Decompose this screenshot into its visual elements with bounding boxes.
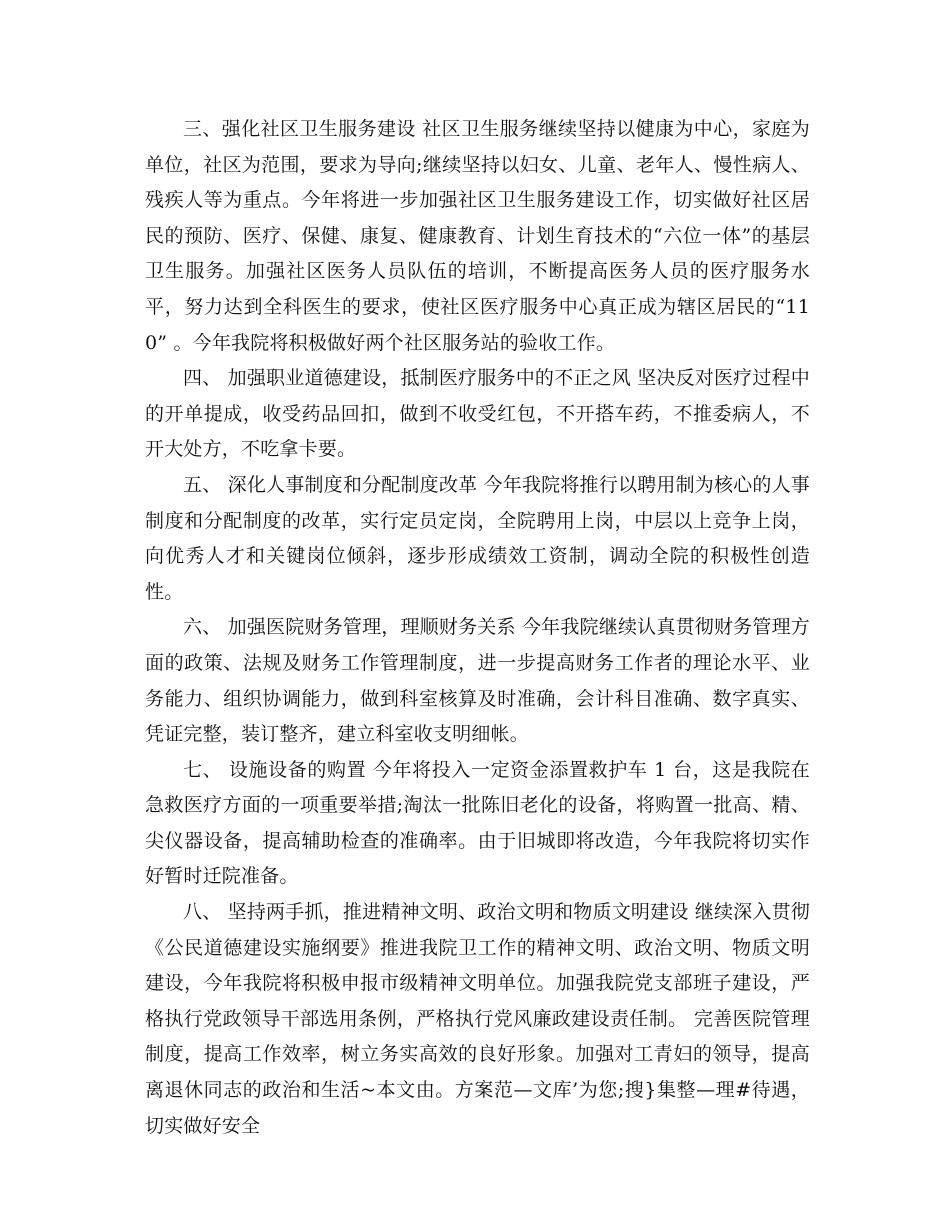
paragraph-civilization-building: 八、 坚持两手抓，推进精神文明、政治文明和物质文明建设 继续深入贯彻《公民道德建设实施纲要》推进我院卫工作的精神文明、政治文明、物质文明建设，今年我院将积极申报市级精神文明单位。加强我院党支部班子建设，严格执行党政领导干部选用条例，严格执行党风廉政建设责任制。 完善医院管理制度，提高工作效率，树立务实高效的良好形象。加强对工青妇的领导，提高离退休同志的政治和生活~本文由。方案范—文库’为您;搜}集整—理#待遇，切实做好安全 (145, 901, 810, 1137)
paragraph-personnel-reform: 五、 深化人事制度和分配制度改革 今年我院将推行以聘用制为核心的人事制度和分配制度的改革，实行定员定岗，全院聘用上岗，中层以上竞争上岗，向优秀人才和关键岗位倾斜，逐步形成绩效工资制，调动全院的积极性创造性。 (145, 473, 810, 603)
paragraph-equipment-purchase: 七、 设施设备的购置 今年将投入一定资金添置救护车 1 台，这是我院在急救医疗方面的一项重要举措;淘汰一批陈旧老化的设备，将购置一批高、精、尖仪器设备，提高辅助检查的准确率。由于旧城即将改造，今年我院将切实作好暂时迁院准备。 (145, 758, 810, 888)
paragraph-community-health: 三、强化社区卫生服务建设 社区卫生服务继续坚持以健康为中心，家庭为单位，社区为范围，要求为导向;继续坚持以妇女、儿童、老年人、慢性病人、残疾人等为重点。今年将进一步加强社区卫生服务建设工作，切实做好社区居民的预防、医疗、保健、康复、健康教育、计划生育技术的“六位一体”的基层卫生服务。加强社区医务人员队伍的培训，不断提高医务人员的医疗服务水平，努力达到全科医生的要求，使社区医疗服务中心真正成为辖区居民的“110” 。今年我院将积极做好两个社区服务站的验收工作。 (145, 118, 810, 354)
document-page (145, 112, 810, 1144)
paragraph-professional-ethics: 四、 加强职业道德建设，抵制医疗服务中的不正之风 坚决反对医疗过程中的开单提成，收受药品回扣，做到不收受红包，不开搭车药，不推委病人，不开大处方，不吃拿卡要。 (145, 367, 810, 461)
paragraph-finance-management: 六、 加强医院财务管理，理顺财务关系 今年我院继续认真贯彻财务管理方面的政策、法规及财务工作管理制度，进一步提高财务工作者的理论水平、业务能力、组织协调能力，做到科室核算及时准确，会计科目准确、数字真实、凭证完整，装订整齐，建立科室收支明细帐。 (145, 616, 810, 746)
